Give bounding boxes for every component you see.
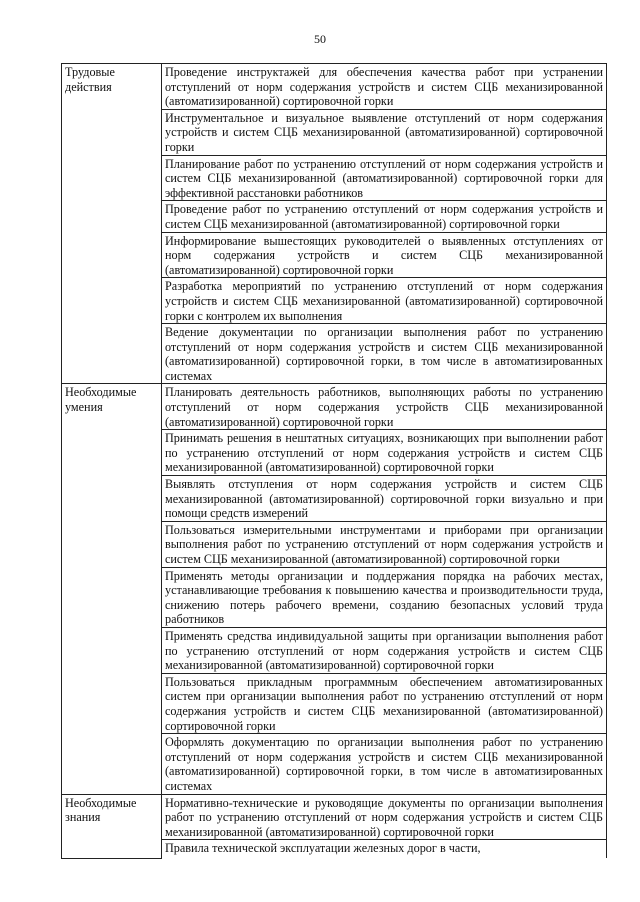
table-cell xyxy=(162,734,607,794)
table-cell xyxy=(162,476,607,522)
item-text: Информирование вышестоящих руководителей о выявленных отступлениях от норм содержания устройств и систем СЦБ механизированной (автоматизированной) сортировочной горки xyxy=(165,233,603,277)
table-cell xyxy=(162,201,607,232)
table-cell xyxy=(162,155,607,201)
item-text: Правила технической эксплуатации железных дорог в части, xyxy=(165,841,481,856)
table-cell xyxy=(162,794,607,840)
table-cell xyxy=(162,627,607,673)
table-cell xyxy=(162,567,607,627)
table-cell xyxy=(162,278,607,324)
item-text: Проведение инструктажей для обеспечения качества работ при устранении отступлений от норм содержания устройств и систем СЦБ механизированной (автоматизированной) сортировочной горки xyxy=(165,65,603,109)
item-text: Планирование работ по устранению отступлений от норм содержания устройств и систем СЦБ механизированной (автоматизированной) сортировочной горки для эффективной расстановки работников xyxy=(165,156,603,200)
item-text: Пользоваться прикладным программным обеспечением автоматизированных систем при организации выполнения работ по устранению отступлений от норм содержания устройств и систем СЦБ механизированной (автоматизированной) сортировочной горки xyxy=(165,674,603,733)
page-number: 50 xyxy=(314,32,326,46)
table-cell xyxy=(162,521,607,567)
item-text: Разработка мероприятий по устранению отступлений от норм содержания устройств и систем СЦБ механизированной (автоматизированной) сортировочной горки с контролем их выполнения xyxy=(165,279,603,323)
item-text: Планировать деятельность работников, выполняющих работы по устранению отступлений от норм содержания устройств СЦБ механизированной (автоматизированной) сортировочной горки xyxy=(165,385,603,429)
item-text: Нормативно-технические и руководящие документы по организации выполнения работ по устранению отступлений от норм содержания устройств и систем СЦБ механизированной (автоматизированной) сортировочной горки xyxy=(165,795,603,839)
table-cell xyxy=(162,840,607,859)
table-cell xyxy=(162,232,607,278)
table-cell xyxy=(162,430,607,476)
table-cell xyxy=(162,324,607,384)
item-text: Проведение работ по устранению отступлений от норм содержания устройств и систем СЦБ механизированной (автоматизированной) сортировочной горки xyxy=(165,202,603,231)
item-text: Инструментальное и визуальное выявление отступлений от норм содержания устройств и систем СЦБ механизированной (автоматизированной) сортировочной горки xyxy=(165,110,603,154)
table-cell xyxy=(162,384,607,430)
table-row xyxy=(62,64,607,110)
section-title-required-knowledge: Необходимые знания xyxy=(62,794,162,858)
item-text: Пользоваться измерительными инструментами и приборами при организации выполнения работ по устранению отступлений от норм содержания устройств и систем СЦБ механизированной (автоматизированной) сортировочной горки xyxy=(165,522,603,566)
item-text: Применять средства индивидуальной защиты при организации выполнения работ по устранению отступлений от норм содержания устройств и систем СЦБ механизированной (автоматизированной) сортировочной горки xyxy=(165,628,603,673)
table-cell xyxy=(162,673,607,733)
section-title-required-skills: Необходимые умения xyxy=(62,384,162,794)
item-text: Оформлять документацию по организации выполнения работ по устранению отступлений от норм содержания устройств и систем СЦБ механизированной (автоматизированной) сортировочной горки, в том числе в автоматизированных системах xyxy=(165,735,603,793)
table-row xyxy=(62,794,607,840)
table-cell xyxy=(162,109,607,155)
competency-table xyxy=(61,63,607,859)
section-title-labor-actions: Трудовые действия xyxy=(62,64,162,384)
item-text: Принимать решения в нештатных ситуациях, возникающих при выполнении работ по устранению отступлений от норм содержания устройств и систем СЦБ механизированной (автоматизированной) сортировочной горки xyxy=(165,431,603,475)
item-text: Применять методы организации и поддержания порядка на рабочих местах, устанавливающие требования к повышению качества и производительности труда, снижению потерь рабочего времени, созданию безопасных условий труда работников xyxy=(165,568,603,627)
table-row xyxy=(62,384,607,430)
item-text: Ведение документации по организации выполнения работ по устранению отступлений от норм содержания устройств и систем СЦБ механизированной (автоматизированной) сортировочной горки, в том числе в автоматизированных системах xyxy=(165,325,603,383)
item-text: Выявлять отступления от норм содержания устройств и систем СЦБ механизированной (автоматизированной) сортировочной горки визуально и при помощи средств измерений xyxy=(165,477,603,521)
table-cell xyxy=(162,64,607,110)
